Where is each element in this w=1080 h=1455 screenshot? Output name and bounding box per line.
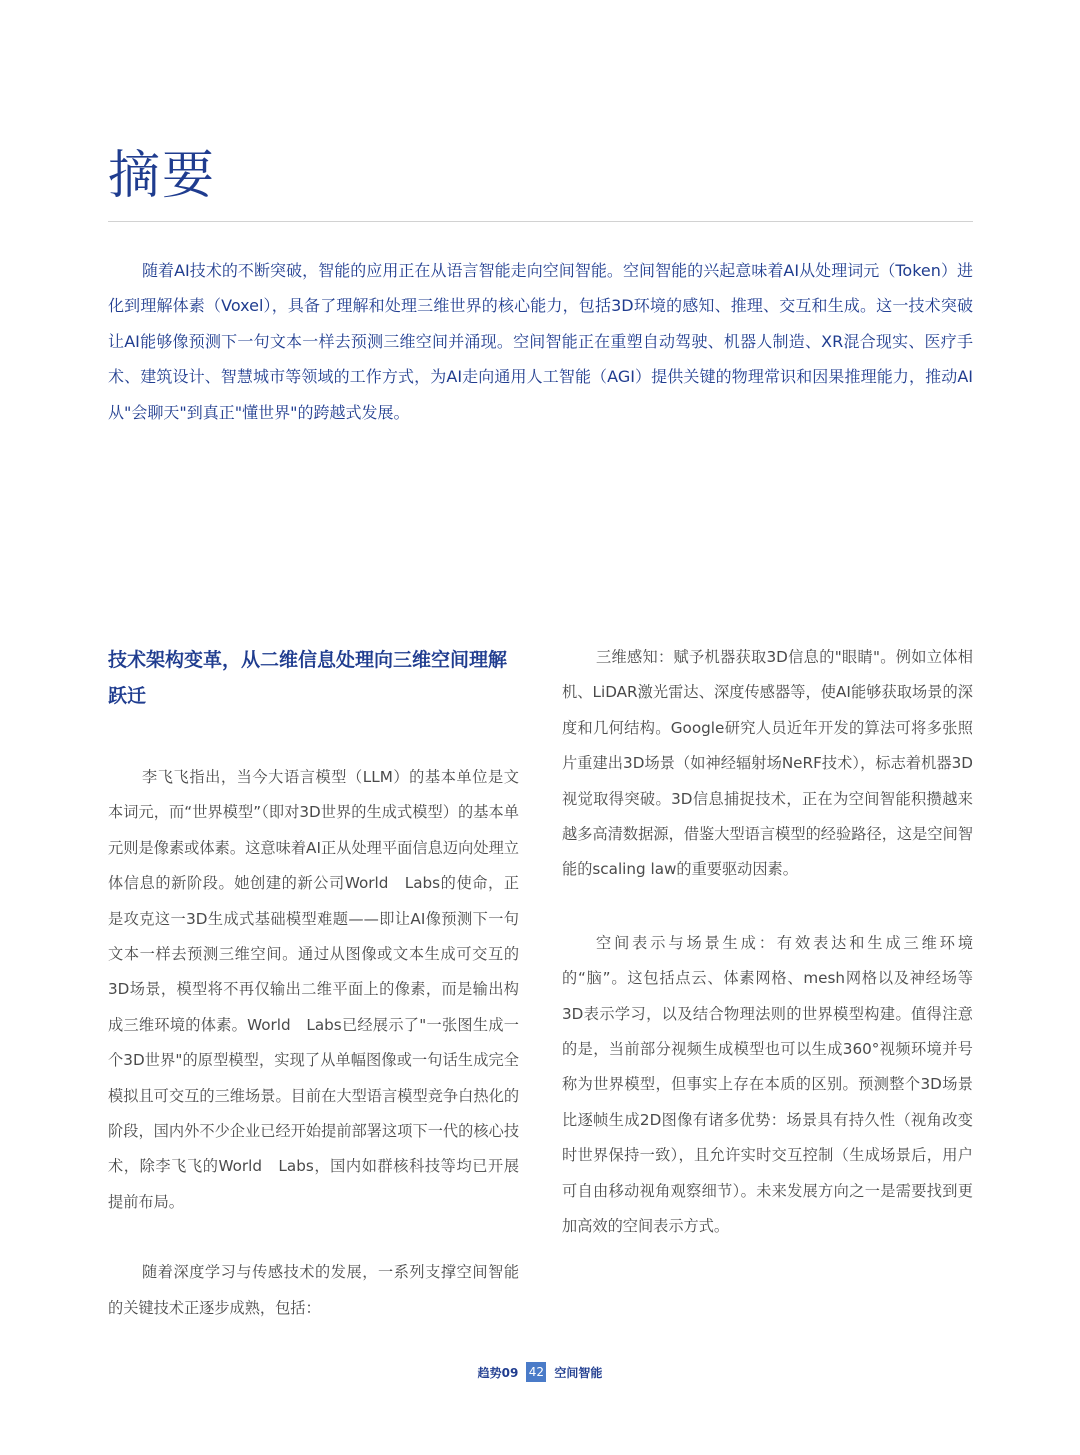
left-column xyxy=(108,640,519,1326)
footer-section-label: 趋势09 xyxy=(477,1365,519,1380)
right-paragraph-2: 空间表示与场景生成：有效表达和生成三维环境的“脑”。这包括点云、体素网格、mesh网格以及神经场等3D表示学习，以及结合物理法则的世界模型构建。值得注意的是，当前部分视频生成模型也可以生成360°视频环境并号称为世界模型，但事实上存在本质的区别。预测整个3D场景比逐帧生成2D图像有诸多优势：场景具有持久性（视角改变时世界保持一致），且允许实时交互控制（生成场景后，用户可自由移动视角观察细节）。未来发展方向之一是需要找到更加高效的空间表示方式。 xyxy=(562,933,973,1236)
page-number-badge: 42 xyxy=(526,1362,546,1382)
page-title: 摘要 xyxy=(108,146,217,206)
footer-topic-label: 空间智能 xyxy=(554,1365,603,1380)
title-divider xyxy=(108,221,973,222)
right-paragraph-1: 三维感知：赋予机器获取3D信息的"眼睛"。例如立体相机、LiDAR激光雷达、深度传感器等，使AI能够获取场景的深度和几何结构。Google研究人员近年开发的算法可将多张照片重建出3D场景（如神经辐射场NeRF技术），标志着机器3D视觉取得突破。3D信息捕捉技术，正在为空间智能积攒越来越多高清数据源，借鉴大型语言模型的经验路径，这是空间智能的scaling law的重要驱动因素。 xyxy=(562,648,973,879)
left-paragraph-1: 李飞飞指出，当今大语言模型（LLM）的基本单位是文本词元，而“世界模型”（即对3D世界的生成式模型）的基本单元则是像素或体素。这意味着AI正从处理平面信息迈向处理立体信息的新阶段。她创建的新公司World Labs的使命，正是攻克这一3D生成式基础模型难题——即让AI像预测下一句文本一样去预测三维空间。通过从图像或文本生成可交互的3D场景，模型将不再仅输出二维平面上的像素，而是输出构成三维环境的体素。World Labs已经展示了"一张图生成一个3D世界"的原型模型，实现了从单幅图像或一句话生成完全模拟且可交互的三维场景。目前在大型语言模型竞争白热化的阶段，国内外不少企业已经开始提前部署这项下一代的核心技术，除李飞飞的World Labs，国内如群核科技等均已开展提前布局。 xyxy=(108,768,519,1211)
abstract-paragraph: 随着AI技术的不断突破，智能的应用正在从语言智能走向空间智能。空间智能的兴起意味着AI从处理词元（Token）进化到理解体素（Voxel），具备了理解和处理三维世界的核心能力，包括3D环境的感知、推理、交互和生成。这一技术突破让AI能够像预测下一句文本一样去预测三维空间并涌现。空间智能正在重塑自动驾驶、机器人制造、XR混合现实、医疗手术、建筑设计、智慧城市等领域的工作方式，为AI走向通用人工智能（AGI）提供关键的物理常识和因果推理能力，推动AI从"会聊天"到真正"懂世界"的跨越式发展。 xyxy=(108,261,973,422)
section-heading: 技术架构变革，从二维信息处理向三维空间理解跃迁 xyxy=(108,649,508,707)
page-footer xyxy=(0,1360,1080,1384)
left-paragraph-2: 随着深度学习与传感技术的发展，一系列支撑空间智能的关键技术正逐步成熟，包括： xyxy=(108,1263,519,1317)
right-column xyxy=(562,640,973,1245)
